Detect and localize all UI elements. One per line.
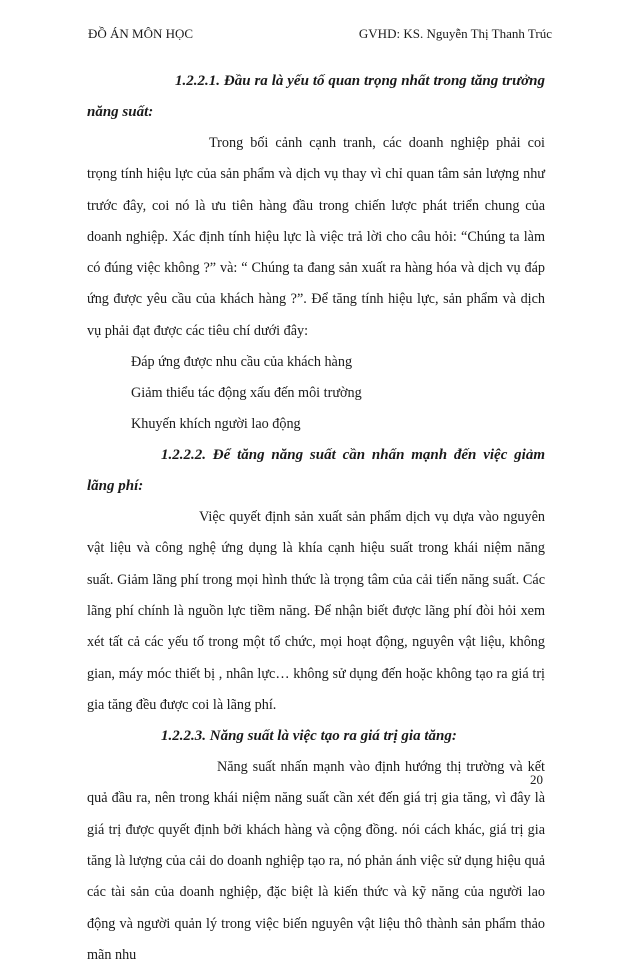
header-course-title: ĐỒ ÁN MÔN HỌC xyxy=(88,26,194,41)
criteria-list xyxy=(87,347,545,440)
section-paragraph-1: Trong bối cảnh cạnh tranh, các doanh nghiệp phải coi trọng tính hiệu lực của sản phẩm và dịch vụ thay vì chỉ quan tâm sản lượng như trước đây, coi nó là ưu tiên hàng đầu trong chiến lược phát triển chung của doanh nghiệp. Xác định tính hiệu lực là việc trả lời cho câu hỏi: “Chúng ta làm có đúng việc không ?” và: “ Chúng ta đang sản xuất ra hàng hóa và dịch vụ đáp ứng được yêu cầu của khách hàng ?”. Để tăng tính hiệu lực, sản phẩm và dịch vụ phải đạt được các tiêu chí dưới đây: xyxy=(87,135,545,339)
list-item: Khuyến khích người lao động xyxy=(131,416,301,433)
page-header xyxy=(88,26,552,42)
page-content xyxy=(87,66,545,971)
list-item: Đáp ứng được nhu cầu của khách hàng xyxy=(131,354,353,371)
list-item: Giảm thiểu tác động xấu đến môi trường xyxy=(131,385,362,402)
section-heading-3: 1.2.2.3. Năng suất là việc tạo ra giá trị gia tăng: xyxy=(161,728,457,745)
header-supervisor: GVHD: KS. Nguyễn Thị Thanh Trúc xyxy=(358,26,552,41)
page-number: 20 xyxy=(530,772,543,787)
section-heading-1: 1.2.2.1. Đầu ra là yếu tố quan trọng nhất trong tăng trưởng năng suất: xyxy=(87,73,545,120)
section-heading-2: 1.2.2.2. Để tăng năng suất cần nhấn mạnh đến việc giảm lãng phí: xyxy=(87,447,545,495)
section-paragraph-3: Năng suất nhấn mạnh vào định hướng thị trường và kết quả đầu ra, nên trong khái niệm năng suất cần xét đến giá trị gia tăng, vì đây là giá trị được quyết định bởi khách hàng và cộng đồng. nói cách khác, giá trị gia tăng là lượng của cải do doanh nghiệp tạo ra, nó phản ánh việc sử dụng hiệu quả các tài sản của doanh nghiệp, đặc biệt là kiến thức và kỹ năng của người lao động và người quản lý trong việc biến nguyên vật liệu thô thành sản phẩm thảo mãn nhu xyxy=(87,759,545,963)
section-paragraph-2: Việc quyết định sản xuất sản phẩm dịch vụ dựa vào nguyên vật liệu và công nghệ ứng dụng là khía cạnh hiệu suất trong khái niệm năng suất. Giảm lãng phí trong mọi hình thức là trọng tâm của cải tiến năng suất. Các lãng phí chính là nguồn lực tiềm năng. Để nhận biết được lãng phí đòi hỏi xem xét tất cả các yếu tố trong một tổ chức, mọi hoạt động, nguyên vật liệu, không gian, máy móc thiết bị , nhân lực… không sử dụng đến hoặc không tạo ra giá trị gia tăng đều được coi là lãng phí. xyxy=(87,509,545,713)
